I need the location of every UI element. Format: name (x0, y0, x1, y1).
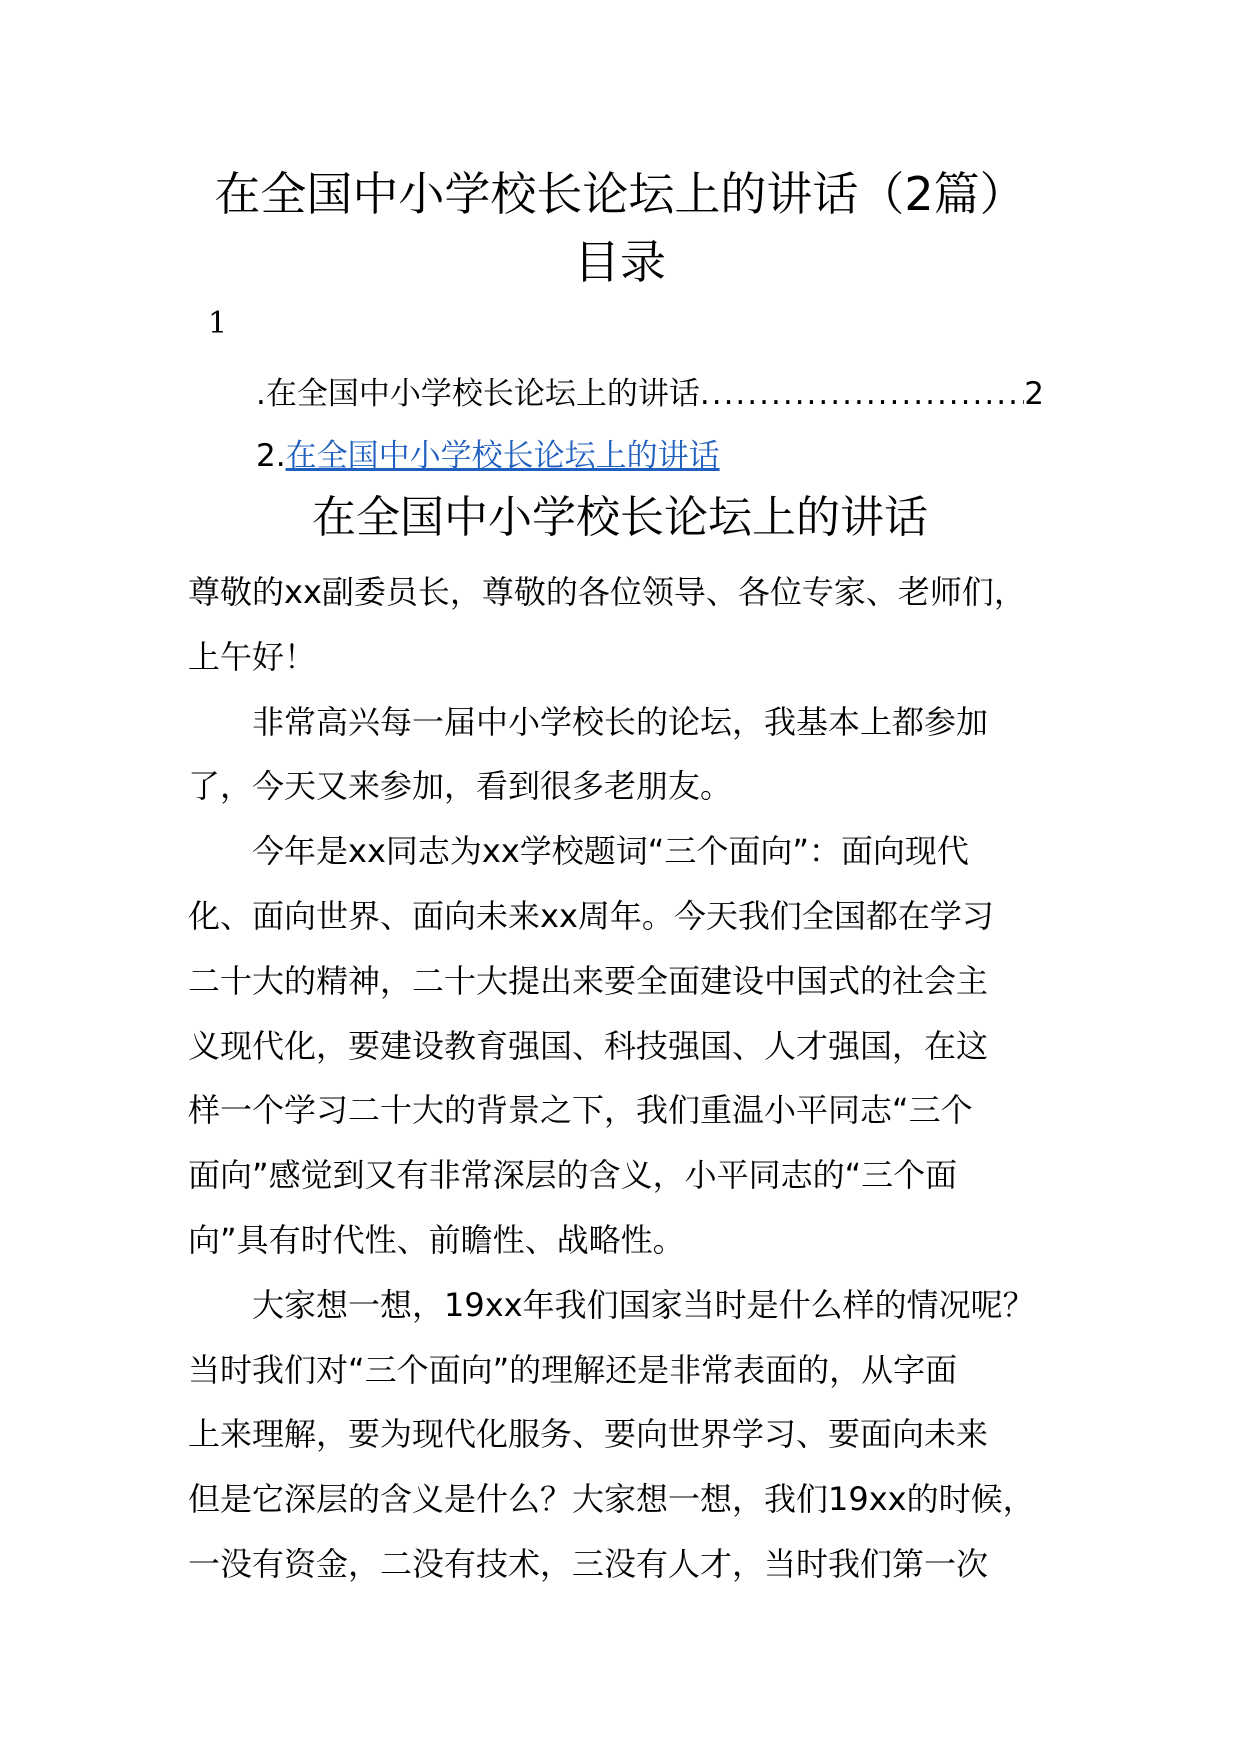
text-line: 了，今天又来参加，看到很多老朋友。 (188, 767, 733, 806)
text-line: 面向”感觉到又有非常深层的含义，小平同志的“三个面 (188, 1156, 958, 1195)
toc-entry-1-label: .在全国中小学校长论坛上的讲话 (256, 376, 700, 412)
text-line: 样一个学习二十大的背景之下，我们重温小平同志“三个 (188, 1091, 973, 1130)
article-heading: 在全国中小学校长论坛上的讲话 (312, 492, 928, 543)
text-line: 当时我们对“三个面向”的理解还是非常表面的，从字面 (188, 1350, 958, 1389)
text-line: 一没有资金，二没有技术，三没有人才，当时我们第一次 (188, 1544, 989, 1583)
toc-entry-2-link[interactable]: 在全国中小学校长论坛上的讲话 (285, 438, 720, 474)
text-line: 二十大的精神，二十大提出来要全面建设中国式的社会主 (188, 961, 989, 1000)
toc-entry-1-page: 2 (1024, 376, 1044, 412)
text-line: 向”具有时代性、前瞻性、战略性。 (188, 1220, 685, 1259)
text-line: 上午好！ (188, 637, 317, 676)
article-body (188, 560, 1088, 1597)
document-title: 在全国中小学校长论坛上的讲话（2篇） (214, 167, 1026, 221)
toc-entry-2 (256, 430, 720, 475)
text-line: 上来理解，要为现代化服务、要向世界学习、要面向未来 (188, 1415, 989, 1454)
text-line: 义现代化，要建设教育强国、科技强国、人才强国，在这 (188, 1026, 989, 1065)
text-line: 但是它深层的含义是什么？大家想一想，我们19xx的时候， (188, 1480, 1035, 1519)
text-line: 尊敬的xx副委员长，尊敬的各位领导、各位专家、老师们， (188, 573, 1026, 611)
text-line: 大家想一想，19xx年我们国家当时是什么样的情况呢？ (252, 1285, 1035, 1324)
text-line: 今年是xx同志为xx学校题词“三个面向”：面向现代 (252, 832, 969, 871)
toc-number: 1 (208, 306, 228, 341)
toc-entry-2-prefix: 2. (256, 438, 286, 474)
toc-heading: 目录 (574, 235, 666, 289)
text-line: 化、面向世界、面向未来xx周年。今天我们全国都在学习 (188, 896, 994, 935)
toc-leader-dots (700, 376, 1024, 412)
toc-entry-1[interactable] (256, 368, 1044, 413)
text-line: 非常高兴每一届中小学校长的论坛，我基本上都参加 (252, 702, 989, 741)
